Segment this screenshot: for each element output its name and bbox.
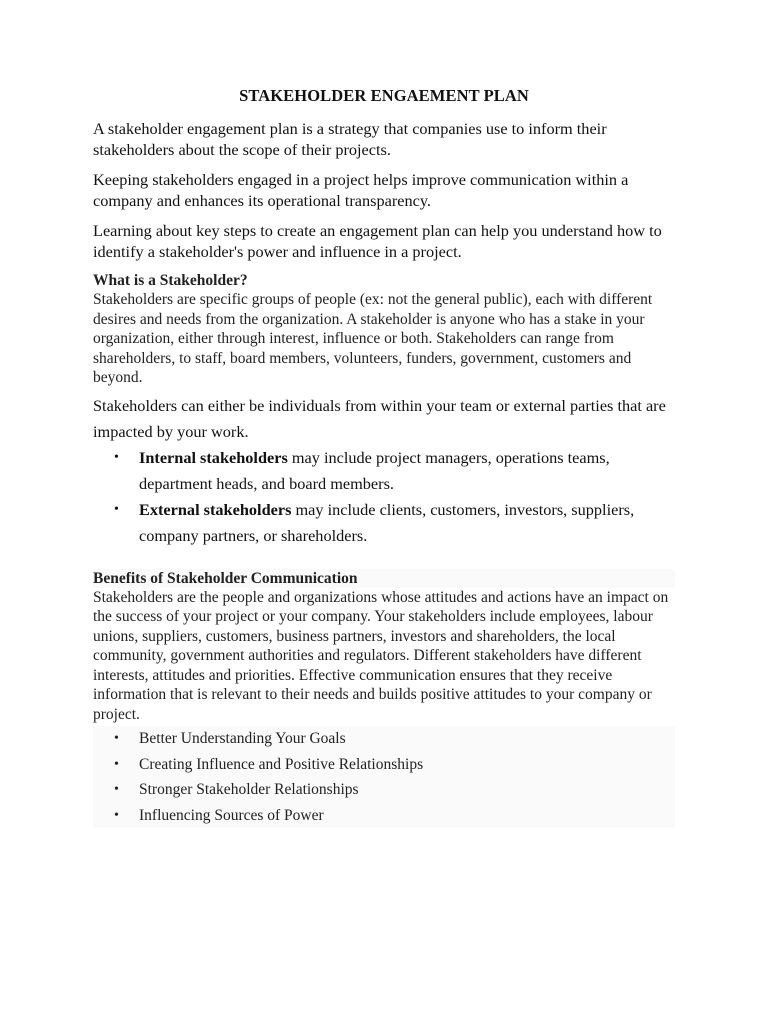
list-item xyxy=(93,803,675,829)
bullet-glyph: • xyxy=(114,501,119,517)
list-item xyxy=(93,777,675,803)
intro-paragraph-3: Learning about key steps to create an engagement plan can help you understand how to identify a stakeholder's power and influence in a project. xyxy=(93,221,662,261)
list-item xyxy=(93,726,675,752)
page-title: STAKEHOLDER ENGAEMENT PLAN xyxy=(239,86,529,105)
list-item-text: may include project managers, operations teams, department heads, and board members. xyxy=(139,447,610,493)
list-item-text: Better Understanding Your Goals xyxy=(139,730,346,747)
document-page xyxy=(93,86,675,828)
list-item-bold: Internal stakeholders xyxy=(139,447,288,467)
list-item xyxy=(93,445,675,497)
list-item-text: Stronger Stakeholder Relationships xyxy=(139,781,359,798)
list-item-text: may include clients, customers, investors, suppliers, company partners, or shareholders. xyxy=(139,499,635,545)
stakeholder-types-list xyxy=(93,445,675,549)
benefits-heading: Benefits of Stakeholder Communication xyxy=(93,569,675,588)
intro-paragraph-2: Keeping stakeholders engaged in a project helps improve communication within a company and enhances its operational transparency. xyxy=(93,170,629,210)
bullet-glyph: • xyxy=(114,449,119,465)
what-is-body: Stakeholders are specific groups of people (ex: not the general public), each with different desires and needs from the organization. A stakeholder is anyone who has a stake in your organization, either through interest, influence or both. Stakeholders can range from shareholders, to staff, board members, volunteers, funders, government, customers and beyond. xyxy=(93,291,653,386)
benefits-body: Stakeholders are the people and organizations whose attitudes and actions have an impact on the success of your project or your company. Your stakeholders include employees, labour unions, suppliers, customers, business partners, investors and shareholders, the local community, government authorities and regulators. Different stakeholders have different interests, attitudes and priorities. Effective communication ensures that they receive information that is relevant to their needs and builds positive attitudes to your company or project. xyxy=(93,588,669,723)
intro-paragraph-1: A stakeholder engagement plan is a strategy that companies use to inform their stakeholders about the scope of their projects. xyxy=(93,119,607,159)
list-item xyxy=(93,752,675,778)
individuals-paragraph: Stakeholders can either be individuals from within your team or external parties that are impacted by your work. xyxy=(93,395,666,441)
list-item-text: Influencing Sources of Power xyxy=(139,806,324,824)
benefits-section xyxy=(93,569,675,829)
bullet-glyph: • xyxy=(114,731,119,746)
what-is-section xyxy=(93,271,675,388)
list-item xyxy=(93,497,675,549)
list-item-bold: External stakeholders xyxy=(139,499,292,519)
benefits-list xyxy=(93,726,675,828)
bullet-glyph: • xyxy=(114,782,119,797)
bullet-glyph: • xyxy=(114,807,119,823)
list-item-text: Creating Influence and Positive Relationships xyxy=(139,755,424,773)
bullet-glyph: • xyxy=(114,756,119,772)
individuals-section xyxy=(93,393,675,549)
what-is-heading: What is a Stakeholder? xyxy=(93,272,248,289)
